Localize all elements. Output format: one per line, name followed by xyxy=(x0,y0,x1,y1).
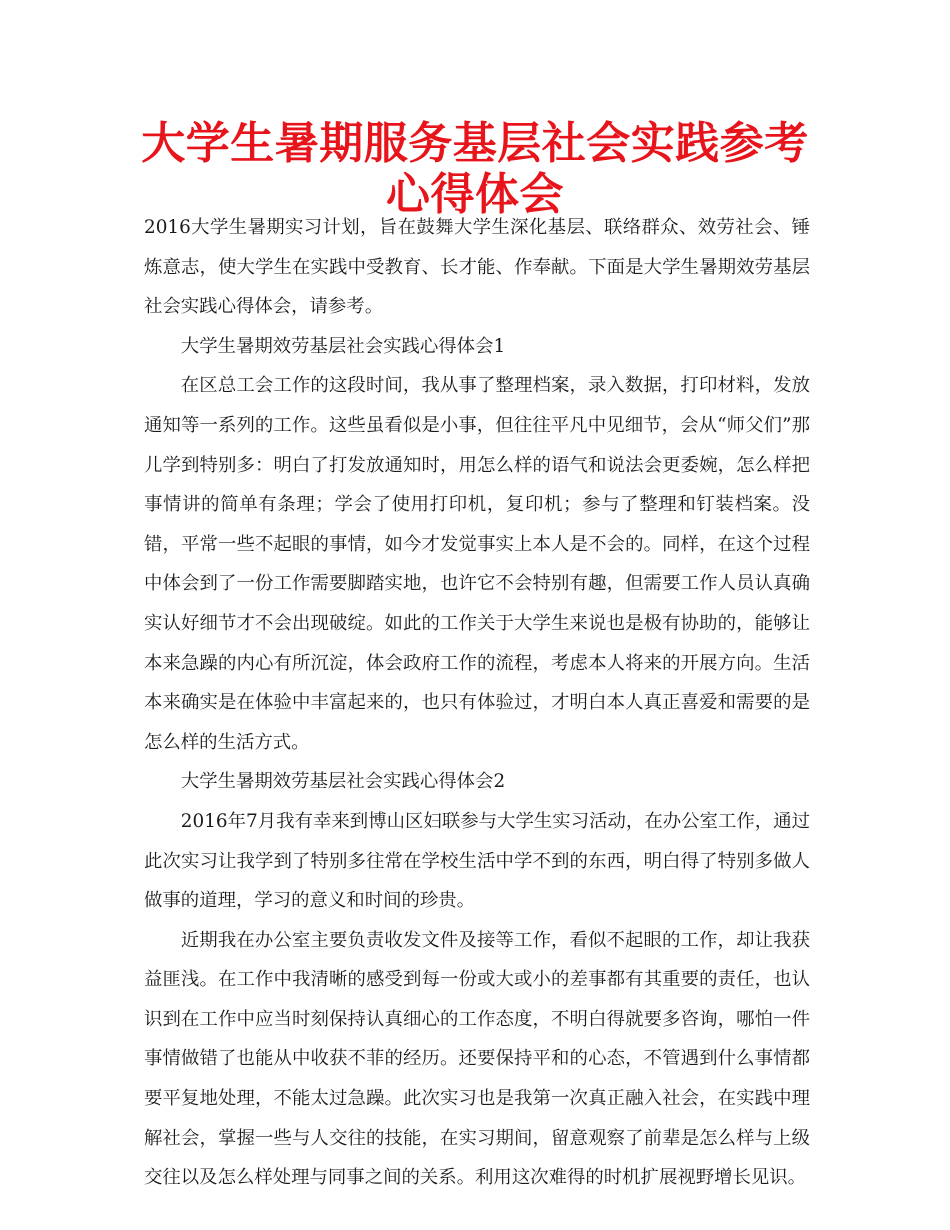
document-body xyxy=(144,208,810,1198)
section-heading-2: 大学生暑期效劳基层社会实践心得体会2 xyxy=(180,771,506,793)
section-heading-1: 大学生暑期效劳基层社会实践心得体会1 xyxy=(180,335,506,357)
section-1-paragraph: 在区总工会工作的这段时间，我从事了整理档案，录入数据，打印材料，发放通知等一系列的工作。这些虽看似是小事，但往往平凡中见细节，会从“师父们”那儿学到特别多：明白了打发放通知时，用怎么样的语气和说法会更委婉，怎么样把事情讲的简单有条理；学会了使用打印机，复印机；参与了整理和钉装档案。没错，平常一些不起眼的事情，如今才发觉事实上本人是不会的。同样，在这个过程中体会到了一份工作需要脚踏实地，也许它不会特别有趣，但需要工作人员认真确实认好细节才不会出现破绽。如此的工作关于大学生来说也是极有协助的，能够让本来急躁的内心有所沉淀，体会政府工作的流程，考虑本人将来的开展方向。生活本来确实是在体验中丰富起来的，也只有体验过，才明白本人真正喜爱和需要的是怎么样的生活方式。 xyxy=(144,375,810,753)
section-2-paragraph-1: 2016年7月我有幸来到博山区妇联参与大学生实习活动，在办公室工作，通过此次实习让我学到了特别多往常在学校生活中学不到的东西，明白得了特别多做人做事的道理，学习的意义和时间的珍贵。 xyxy=(144,810,810,912)
intro-paragraph: 2016大学生暑期实习计划，旨在鼓舞大学生深化基层、联络群众、效劳社会、锤炼意志，使大学生在实践中受教育、长才能、作奉献。下面是大学生暑期效劳基层社会实践心得体会，请参考。 xyxy=(144,217,810,318)
document-title: 大学生暑期服务基层社会实践参考心得体会 xyxy=(141,118,809,220)
section-2-paragraph-2: 近期我在办公室主要负责收发文件及接等工作，看似不起眼的工作，却让我获益匪浅。在工作中我清晰的感受到每一份或大或小的差事都有其重要的责任，也认识到在工作中应当时刻保持认真细心的工作态度，不明白得就要多咨询，哪怕一件事情做错了也能从中收获不菲的经历。还要保持平和的心态，不管遇到什么事情都要平复地处理，不能太过急躁。此次实习也是我第一次真正融入社会，在实践中理解社会，掌握一些与人交往的技能，在实习期间，留意观察了前辈是怎么样与上级交往以及怎么样处理与同事之间的关系。利用这次难得的时机扩展视野增长见识。 xyxy=(144,929,810,1189)
